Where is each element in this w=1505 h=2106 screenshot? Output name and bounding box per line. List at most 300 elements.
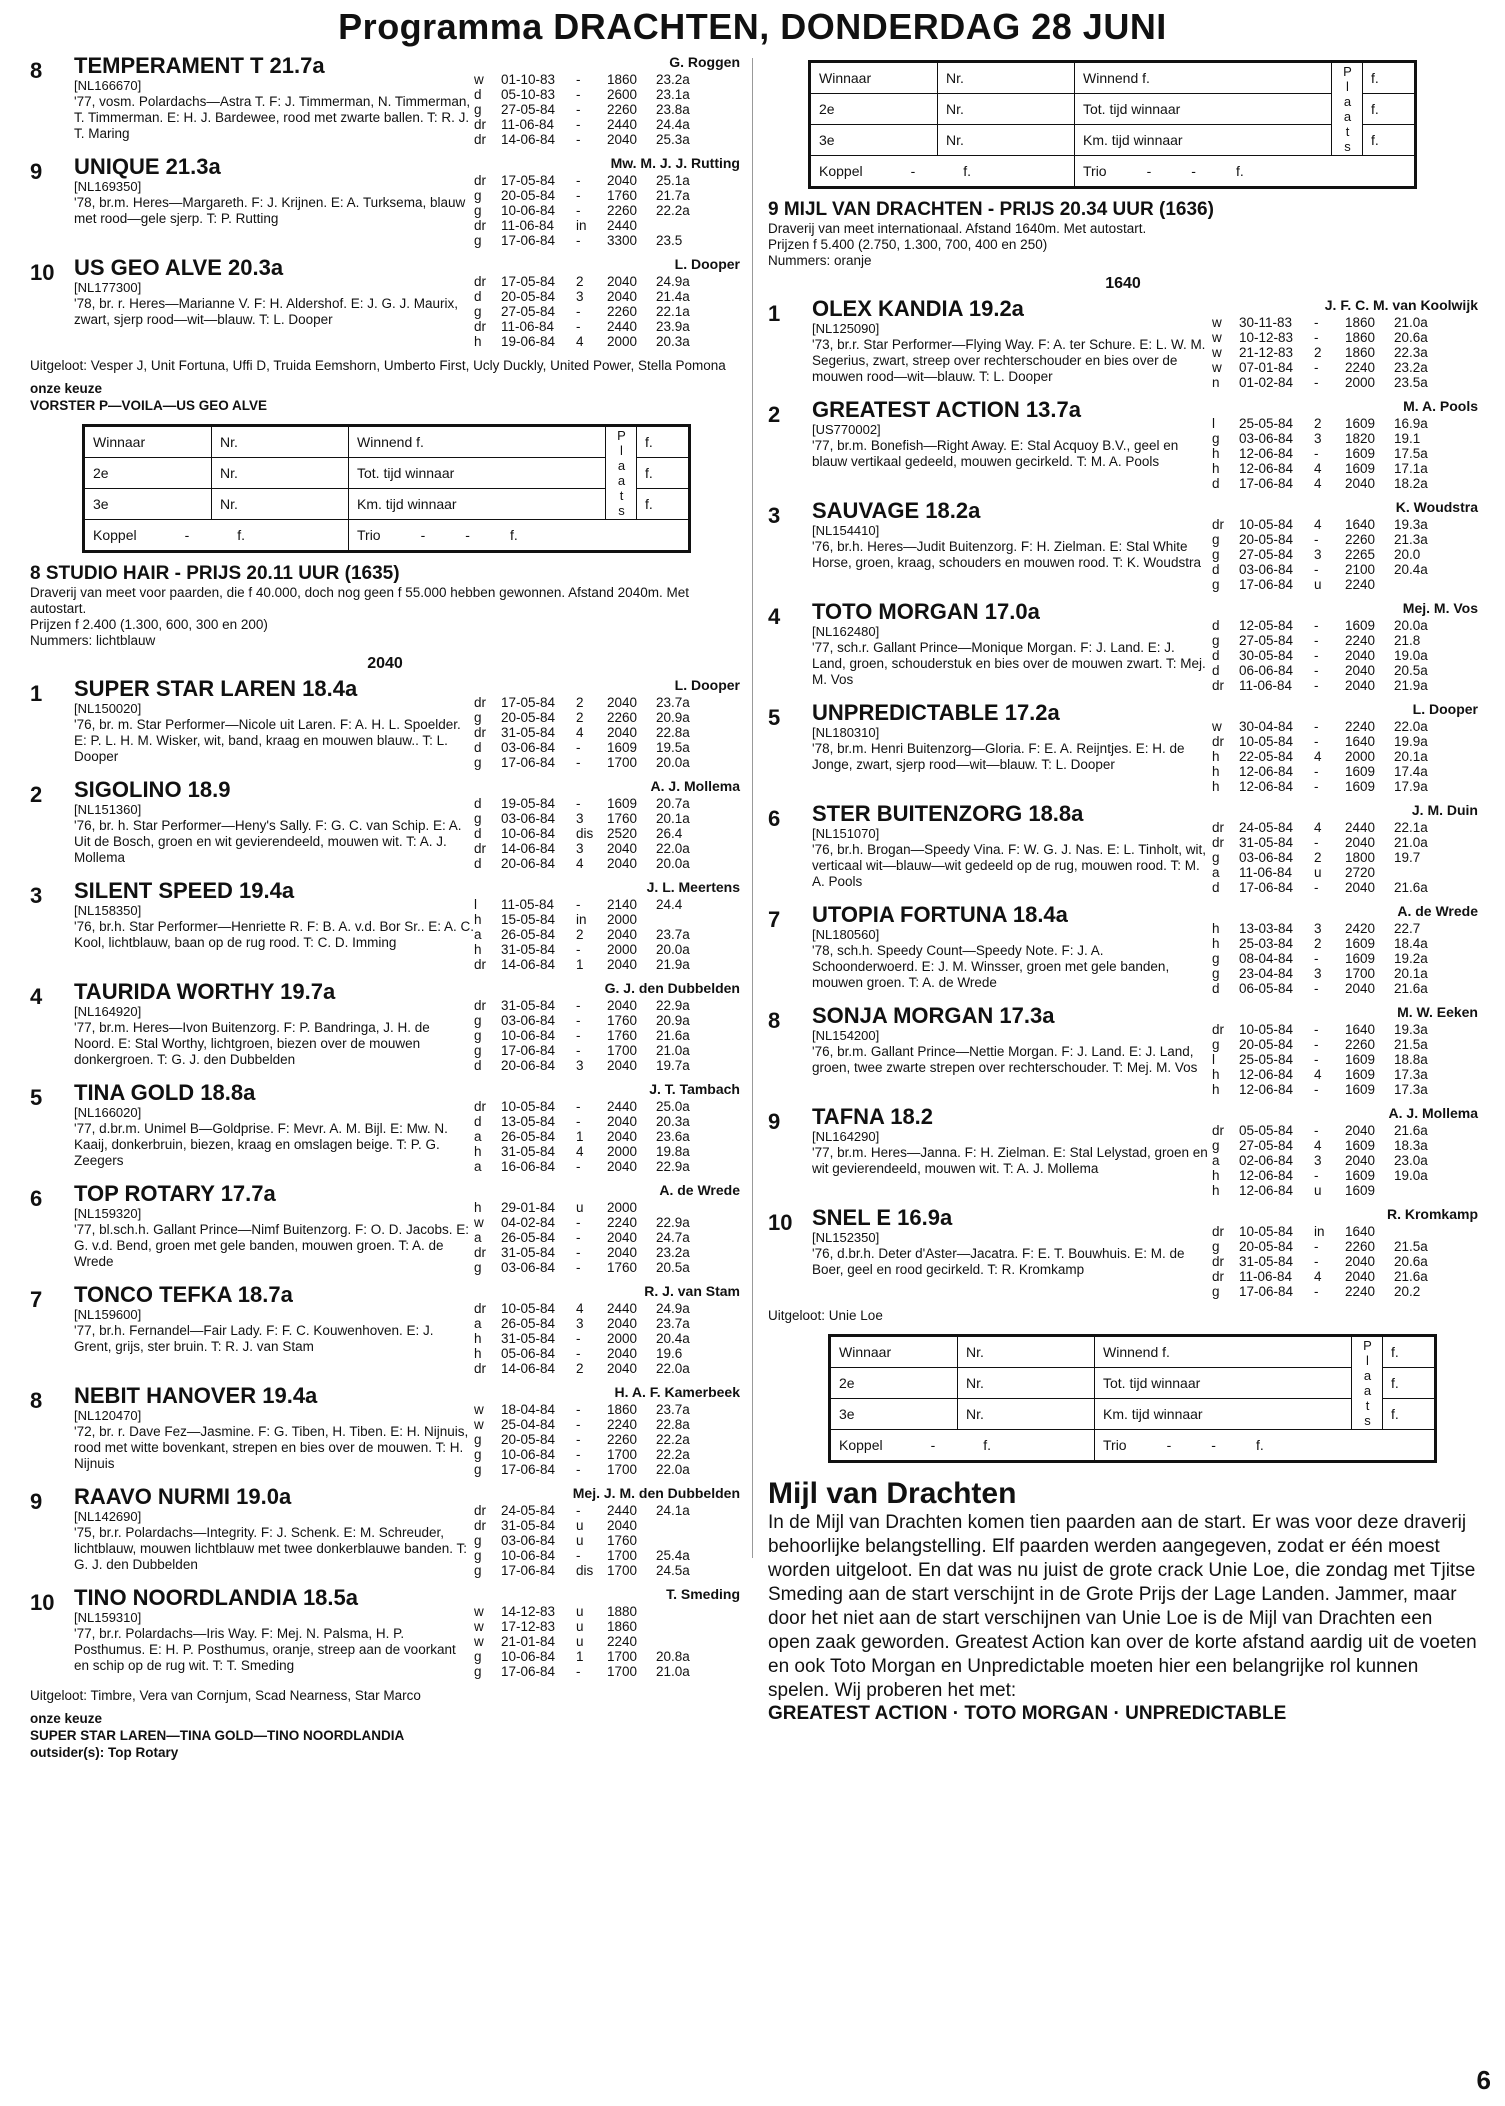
result-cell: g <box>474 1432 482 1447</box>
result-cell: w <box>474 1634 484 1649</box>
trainer-name: J. L. Meertens <box>646 879 740 895</box>
result-cell: 2260 <box>607 710 638 725</box>
result-cell: - <box>576 1013 581 1028</box>
result-cell: 23.7a <box>656 1316 690 1331</box>
horse-results <box>474 1081 740 1174</box>
result-cell: 21.6a <box>656 1028 690 1043</box>
result-row <box>1212 1254 1445 1269</box>
result-cell: d <box>474 796 482 811</box>
result-cell: - <box>1314 1254 1319 1269</box>
bet-form-amount: f. <box>1383 1337 1435 1368</box>
result-cell: - <box>576 1114 581 1129</box>
horse-number: 10 <box>30 1590 55 1615</box>
result-cell: 25.3a <box>656 132 690 147</box>
result-row <box>474 710 707 725</box>
right-column <box>768 54 1478 1725</box>
result-cell: 1609 <box>1345 1082 1376 1097</box>
result-cell: dr <box>474 1099 487 1114</box>
result-cell: g <box>1212 532 1220 547</box>
result-cell: dr <box>1212 1123 1225 1138</box>
horse-code: [NL180560] <box>812 927 880 942</box>
horse-description: '76, br. m. Star Performer—Nicole uit Laren. F: A. H. L. Spoelder. E: P. L. H. M. Wisker, wit, band, kraag en mouwen blauw.. T: L. Dooper <box>74 717 461 764</box>
result-cell: 2440 <box>607 218 638 233</box>
results-table <box>1212 1022 1445 1097</box>
horse-info <box>74 1182 474 1275</box>
result-cell: - <box>1314 951 1319 966</box>
result-cell: 31-05-84 <box>1239 1254 1294 1269</box>
result-cell: g <box>474 1260 482 1275</box>
horse-description: '77, bl.sch.h. Gallant Prince—Nimf Buitenzorg. F: O. D. Jacobs. E: G. v.d. Bend, groen met gele banden, mouwen groen. T: A. de Wrede <box>74 1222 469 1269</box>
result-row <box>1212 345 1445 360</box>
horse-entry <box>768 1105 1478 1198</box>
results-table <box>474 796 707 871</box>
result-cell: h <box>1212 1183 1220 1198</box>
result-row <box>1212 1239 1445 1254</box>
result-cell: 02-06-84 <box>1239 1153 1294 1168</box>
result-cell: 11-06-84 <box>1239 678 1293 693</box>
result-cell: 01-10-83 <box>501 72 556 87</box>
horse-entry <box>30 256 740 349</box>
bet-form-cell: Tot. tijd winnaar <box>1095 1368 1352 1399</box>
result-cell: 4 <box>1314 1138 1322 1153</box>
trainer-name: J. T. Tambach <box>649 1081 740 1097</box>
result-cell: h <box>474 1200 482 1215</box>
bet-form-cell: Winnaar <box>831 1337 958 1368</box>
bet-form-amount: f. <box>1383 1368 1435 1399</box>
result-cell: 2000 <box>1345 749 1376 764</box>
bet-form-koppel <box>811 156 1075 187</box>
result-cell: 25-03-84 <box>1239 936 1294 951</box>
bet-form-row <box>831 1399 1435 1430</box>
result-cell: 2000 <box>607 1144 638 1159</box>
result-cell: 1609 <box>1345 446 1376 461</box>
result-cell: dr <box>1212 1269 1225 1284</box>
trainer-name: Mej. J. M. den Dubbelden <box>572 1485 740 1501</box>
result-cell: - <box>1314 1168 1319 1183</box>
result-cell: 18.2a <box>1394 476 1428 491</box>
result-cell: 2260 <box>1345 532 1376 547</box>
horse-name: TAURIDA WORTHY 19.7a <box>74 979 336 1004</box>
result-cell: u <box>576 1619 584 1634</box>
horse-code: [NL151360] <box>74 802 142 817</box>
result-row <box>474 725 707 740</box>
horse-code: [NL164290] <box>812 1129 880 1144</box>
result-cell: 4 <box>576 725 584 740</box>
bet-form-trio <box>349 520 689 551</box>
result-cell: - <box>576 1260 581 1275</box>
result-row <box>1212 375 1445 390</box>
result-row <box>1212 779 1445 794</box>
result-cell: dr <box>474 725 487 740</box>
result-row <box>474 1114 707 1129</box>
horse-number: 7 <box>768 907 781 932</box>
horse-number: 10 <box>30 260 55 285</box>
result-cell: 2520 <box>607 826 638 841</box>
result-row <box>474 1604 707 1619</box>
trio-dash: - <box>1191 163 1196 179</box>
result-cell: dr <box>474 173 487 188</box>
bet-form-amount: f. <box>1383 1399 1435 1430</box>
result-cell: h <box>1212 921 1220 936</box>
result-cell: g <box>474 1548 482 1563</box>
bet-form-plaats: Plaats <box>1332 63 1363 156</box>
horse-name: STER BUITENZORG 18.8a <box>812 801 1084 826</box>
bet-form-cell: Nr. <box>212 427 349 458</box>
result-cell: 2040 <box>607 132 638 147</box>
result-cell: g <box>1212 577 1220 592</box>
result-cell: dr <box>1212 678 1225 693</box>
left-column <box>30 54 740 1761</box>
result-cell: 2040 <box>607 1346 638 1361</box>
result-cell: n <box>1212 375 1220 390</box>
results-table <box>1212 820 1445 895</box>
results-table <box>474 897 707 972</box>
result-row <box>474 1331 707 1346</box>
horse-description: '76, br.h. Brogan—Speedy Vina. F: W. G. J. Nas. E: L. Tinholt, wit, verticaal wit—blauw—wit gedeeld op de rug, mouwen rood. T: M. A. Pools <box>812 842 1207 889</box>
result-cell: 2000 <box>607 1331 638 1346</box>
result-cell: 4 <box>1314 517 1322 532</box>
horse-code: [NL120470] <box>74 1408 142 1423</box>
result-cell: 12-06-84 <box>1239 764 1294 779</box>
result-cell: 17-06-84 <box>1239 1284 1294 1299</box>
result-cell: 11-06-84 <box>501 117 555 132</box>
horse-number: 9 <box>768 1109 781 1134</box>
result-cell: dr <box>474 841 487 856</box>
result-cell: 2040 <box>1345 648 1376 663</box>
race9-uitgeloot: Uitgeloot: Unie Loe <box>768 1308 883 1323</box>
result-cell: 2040 <box>1345 981 1376 996</box>
result-cell: d <box>474 826 482 841</box>
result-cell: 14-06-84 <box>501 841 556 856</box>
result-cell: - <box>576 132 581 147</box>
result-cell: 17.4a <box>1394 764 1428 779</box>
result-cell: dr <box>474 1503 487 1518</box>
result-row <box>474 1215 707 1230</box>
result-cell: u <box>576 1604 584 1619</box>
horse-results <box>474 1283 740 1376</box>
result-cell: 2040 <box>1345 678 1376 693</box>
bet-form-table <box>830 1336 1435 1461</box>
horse-results <box>1212 297 1478 390</box>
result-cell: 2000 <box>1345 375 1376 390</box>
horse-entry <box>30 677 740 770</box>
horse-info <box>812 499 1212 592</box>
result-cell: 23.0a <box>1394 1153 1428 1168</box>
result-row <box>474 1619 707 1634</box>
result-cell: l <box>1212 1052 1215 1067</box>
trainer-name: L. Dooper <box>1412 701 1478 717</box>
result-cell: 19.5a <box>656 740 690 755</box>
result-row <box>474 1200 707 1215</box>
result-cell: 07-01-84 <box>1239 360 1294 375</box>
result-cell: 2000 <box>607 1200 638 1215</box>
result-cell: 2600 <box>607 87 638 102</box>
result-cell: - <box>1314 1082 1319 1097</box>
result-cell: 21.5a <box>1394 1239 1428 1254</box>
result-cell: 20.6a <box>1394 1254 1428 1269</box>
race7-horse-list <box>30 54 740 349</box>
result-cell <box>656 1619 707 1634</box>
result-cell: 2040 <box>1345 1123 1376 1138</box>
race9-title: 9 MIJL VAN DRACHTEN - PRIJS 20.34 UUR (1636) <box>768 199 1214 220</box>
result-cell: 25.4a <box>656 1548 690 1563</box>
result-cell: 19.7a <box>656 1058 690 1073</box>
result-cell: 2140 <box>607 897 638 912</box>
result-cell: g <box>1212 633 1220 648</box>
result-row <box>474 927 707 942</box>
result-cell: - <box>1314 315 1319 330</box>
result-cell: 2240 <box>1345 360 1376 375</box>
horse-code: [NL159320] <box>74 1206 142 1221</box>
result-cell: 1 <box>576 1649 584 1664</box>
result-cell: - <box>576 1028 581 1043</box>
horse-code: [NL150020] <box>74 701 142 716</box>
result-cell: 2040 <box>1345 1254 1376 1269</box>
result-cell: h <box>1212 936 1220 951</box>
result-cell: g <box>474 203 482 218</box>
result-cell: h <box>474 942 482 957</box>
result-cell: 10-06-84 <box>501 1548 556 1563</box>
bet-form-plaats: Plaats <box>606 427 637 520</box>
koppel-label: Koppel <box>819 163 863 179</box>
horse-description: '78, br.m. Heres—Margareth. F: J. Krijnen. E: A. Turksema, blauw met rood—gele sjerp. T: P. Rutting <box>74 195 466 226</box>
result-cell: l <box>474 897 477 912</box>
result-cell: 27-05-84 <box>501 102 556 117</box>
horse-number: 2 <box>30 782 43 807</box>
result-row <box>474 188 707 203</box>
result-cell: 29-01-84 <box>501 1200 556 1215</box>
result-cell: g <box>474 1563 482 1578</box>
result-cell: 26-05-84 <box>501 1129 556 1144</box>
horse-info <box>812 1206 1212 1299</box>
bet-form-cell: Winnend f. <box>1095 1337 1352 1368</box>
result-cell: 19-05-84 <box>501 796 556 811</box>
result-cell: 19.6 <box>656 1346 683 1361</box>
result-cell: 30-05-84 <box>1239 648 1294 663</box>
result-row <box>1212 1224 1445 1239</box>
result-cell: 2240 <box>1345 577 1376 592</box>
trainer-name: A. de Wrede <box>1397 903 1478 919</box>
horse-description: '76, br.h. Star Performer—Henriette R. F: B. A. v.d. Bor Sr.. E: A. C. Kool, lichtblauw, baan op de rug rood. T: C. D. Imming <box>74 919 474 950</box>
result-cell: 20-05-84 <box>501 710 556 725</box>
race8-outsider: outsider(s): Top Rotary <box>30 1745 179 1760</box>
result-cell: - <box>576 1664 581 1679</box>
result-cell: 31-05-84 <box>501 725 556 740</box>
result-cell: d <box>1212 663 1220 678</box>
result-row <box>1212 1052 1445 1067</box>
result-cell: - <box>1314 1022 1319 1037</box>
results-table <box>474 695 707 770</box>
trainer-name: K. Woudstra <box>1395 499 1478 515</box>
koppel-dash: - <box>930 1437 936 1453</box>
result-cell: 25.0a <box>656 1099 690 1114</box>
result-cell: 3 <box>576 1058 584 1073</box>
horse-entry <box>768 1206 1478 1299</box>
result-cell: - <box>576 1402 581 1417</box>
result-cell: 12-06-84 <box>1239 461 1294 476</box>
result-row <box>474 102 707 117</box>
result-cell: w <box>474 1402 484 1417</box>
result-cell: - <box>576 755 581 770</box>
result-cell: 10-05-84 <box>1239 1224 1294 1239</box>
horse-results <box>474 1586 740 1679</box>
result-cell: 2040 <box>607 274 638 289</box>
result-cell: 1880 <box>607 1604 638 1619</box>
trainer-name: R. Kromkamp <box>1386 1206 1478 1222</box>
result-cell: 23.7a <box>656 695 690 710</box>
horse-name: UTOPIA FORTUNA 18.4a <box>812 902 1068 927</box>
result-cell: 06-06-84 <box>1239 663 1294 678</box>
result-cell: 1860 <box>1345 315 1376 330</box>
result-row <box>1212 663 1445 678</box>
result-row <box>1212 734 1445 749</box>
result-cell: dr <box>474 1301 487 1316</box>
result-cell: g <box>474 755 482 770</box>
result-cell: 1640 <box>1345 1224 1376 1239</box>
result-cell: h <box>474 1331 482 1346</box>
trainer-name: M. W. Eeken <box>1397 1004 1478 1020</box>
result-cell: - <box>1314 618 1319 633</box>
result-cell: 17-06-84 <box>1239 476 1294 491</box>
result-cell: 1700 <box>607 1447 638 1462</box>
result-cell: 22.0a <box>656 1361 690 1376</box>
horse-name: TAFNA 18.2 <box>812 1104 934 1129</box>
horse-entry <box>768 701 1478 794</box>
result-cell: 1860 <box>607 72 638 87</box>
result-cell: 22.8a <box>656 1417 690 1432</box>
horse-number: 8 <box>768 1008 781 1033</box>
result-row <box>474 1058 707 1073</box>
result-row <box>1212 532 1445 547</box>
result-cell: 27-05-84 <box>1239 633 1294 648</box>
horse-number: 3 <box>768 503 781 528</box>
bet-form-cell: 2e <box>811 94 938 125</box>
result-cell: 22.9a <box>656 1215 690 1230</box>
result-cell: 24-05-84 <box>501 1503 556 1518</box>
result-row <box>474 755 707 770</box>
trio-dash: - <box>1166 1437 1172 1453</box>
result-cell: - <box>576 740 581 755</box>
result-cell: - <box>1314 330 1319 345</box>
horse-number: 3 <box>30 883 43 908</box>
results-table <box>474 72 707 147</box>
result-cell: 17-12-83 <box>501 1619 556 1634</box>
trio-label: Trio <box>1083 163 1107 179</box>
horse-info <box>74 54 474 147</box>
result-row <box>474 1518 707 1533</box>
result-row <box>1212 446 1445 461</box>
result-cell: - <box>576 1230 581 1245</box>
result-cell: 1700 <box>607 1462 638 1477</box>
result-cell: g <box>474 233 482 248</box>
horse-number: 9 <box>30 1489 43 1514</box>
result-cell: 14-06-84 <box>501 1361 556 1376</box>
result-row <box>1212 461 1445 476</box>
horse-info <box>812 1105 1212 1198</box>
result-row <box>474 1230 707 1245</box>
horse-info <box>74 256 474 349</box>
bet-form-row <box>831 1430 1435 1461</box>
horse-results <box>474 879 740 972</box>
result-row <box>474 695 707 710</box>
result-cell: - <box>1314 1037 1319 1052</box>
bet-form-row <box>831 1337 1435 1368</box>
result-cell: d <box>1212 562 1220 577</box>
result-cell: 22.9a <box>656 998 690 1013</box>
result-cell: 18.8a <box>1394 1052 1428 1067</box>
results-table <box>1212 921 1445 996</box>
horse-entry <box>30 1586 740 1679</box>
result-cell <box>656 1604 707 1619</box>
result-cell: 2260 <box>1345 1239 1376 1254</box>
result-row <box>1212 1183 1445 1198</box>
trainer-name: M. A. Pools <box>1403 398 1478 414</box>
result-cell: 19.7 <box>1394 850 1421 865</box>
result-cell: - <box>576 1417 581 1432</box>
result-cell: 21.4a <box>656 289 690 304</box>
result-cell: 19.0a <box>1394 648 1428 663</box>
result-cell: 16.9a <box>1394 416 1428 431</box>
result-cell: - <box>576 796 581 811</box>
result-row <box>1212 648 1445 663</box>
result-cell: 3 <box>1314 547 1322 562</box>
result-cell: 20.1a <box>1394 749 1428 764</box>
result-cell: 1700 <box>607 1043 638 1058</box>
result-cell: 22-05-84 <box>1239 749 1294 764</box>
result-cell: h <box>474 334 482 349</box>
result-cell: 03-06-84 <box>501 740 556 755</box>
result-cell: g <box>474 304 482 319</box>
race8-keuze: SUPER STAR LAREN—TINA GOLD—TINO NOORDLANDIA <box>30 1728 405 1743</box>
result-cell: 22.1a <box>1394 820 1428 835</box>
race9-numbers: Nummers: oranje <box>768 253 872 268</box>
koppel-f: f. <box>237 527 246 543</box>
result-cell: 4 <box>1314 1269 1322 1284</box>
result-row <box>474 1563 707 1578</box>
result-cell: 17-06-84 <box>501 1664 556 1679</box>
result-cell: 2 <box>576 695 584 710</box>
horse-info <box>812 701 1212 794</box>
result-cell: 21.8 <box>1394 633 1421 648</box>
result-cell: 21.6a <box>1394 981 1428 996</box>
result-row <box>474 87 707 102</box>
result-cell: 2 <box>1314 345 1322 360</box>
race7-bet-form <box>82 424 691 553</box>
result-cell: 4 <box>576 1144 584 1159</box>
result-cell: 17.9a <box>1394 779 1428 794</box>
result-cell: 4 <box>1314 1067 1322 1082</box>
trainer-name: J. M. Duin <box>1411 802 1478 818</box>
result-cell: 2 <box>1314 850 1322 865</box>
horse-description: '77, vosm. Polardachs—Astra T. F: J. Timmerman, N. Timmerman, T. Timmerman. E: H. J. Bardewee, rood met zwarte ballen. T: R. J. T. Maring <box>74 94 471 141</box>
result-cell: - <box>576 1462 581 1477</box>
result-cell: 22.7 <box>1394 921 1421 936</box>
result-cell: 2040 <box>607 1129 638 1144</box>
horse-number: 8 <box>30 58 43 83</box>
result-row <box>1212 476 1445 491</box>
result-cell: g <box>474 1447 482 1462</box>
results-table <box>1212 416 1445 491</box>
bet-form-row <box>85 458 689 489</box>
race8-numbers: Nummers: lichtblauw <box>30 633 156 648</box>
results-table <box>474 1503 707 1578</box>
result-cell: u <box>1314 865 1322 880</box>
result-cell: 18.3a <box>1394 1138 1428 1153</box>
trainer-name: Mej. M. Vos <box>1402 600 1478 616</box>
result-cell: 21.6a <box>1394 880 1428 895</box>
result-cell: 2040 <box>1345 663 1376 678</box>
result-cell <box>1394 865 1445 880</box>
